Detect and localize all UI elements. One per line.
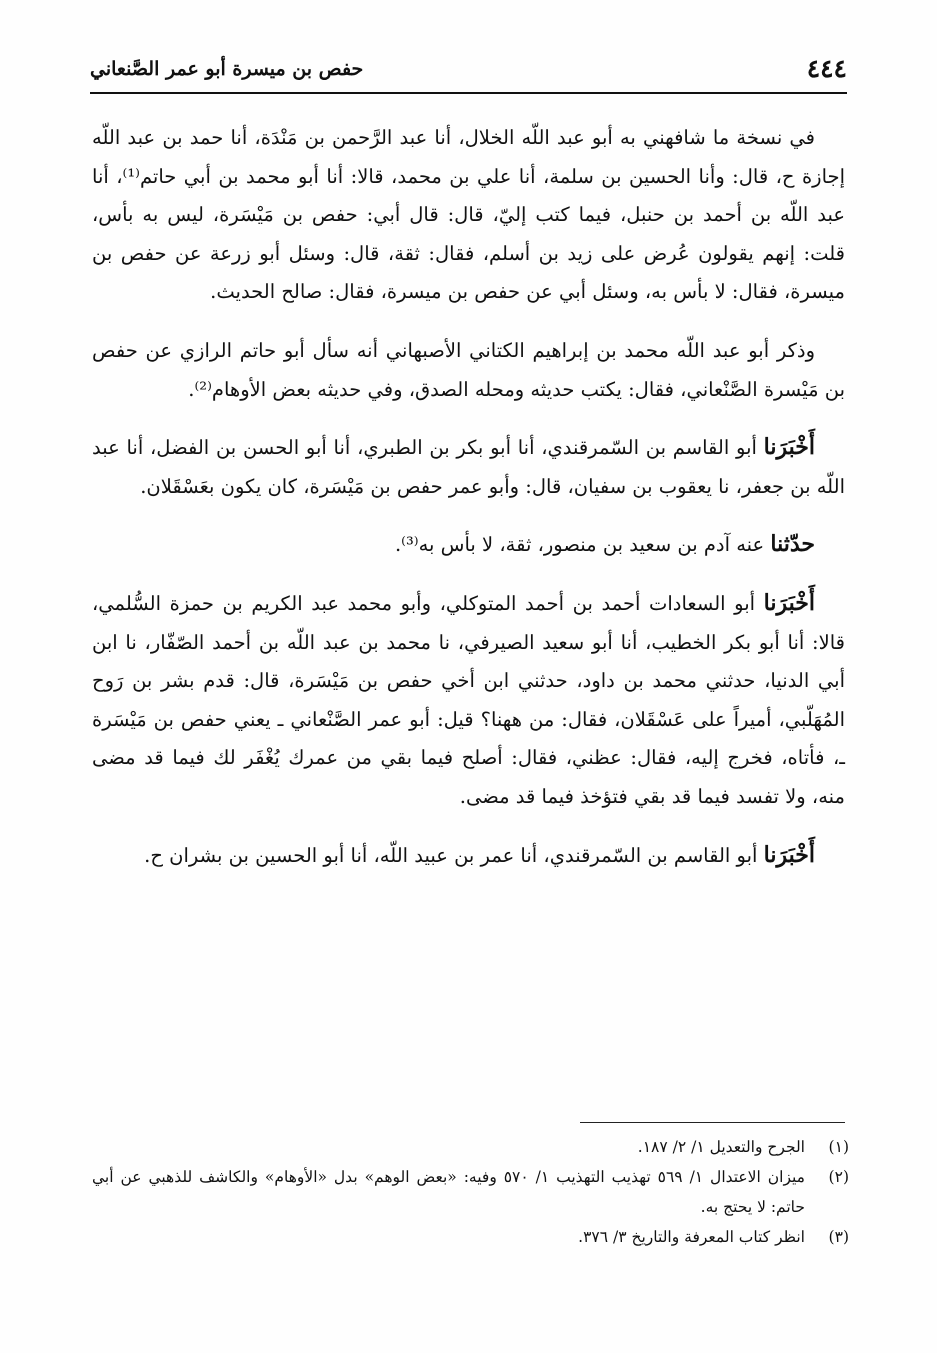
footnote [92,1162,849,1222]
footnote-text: الجرح والتعديل ١/ ٢/ ١٨٧. [637,1138,805,1156]
paragraph-text: في نسخة ما شافهني به أبو عبد اللّه الخلال، أنا عبد الرَّحمن بن مَنْدَة، أنا حمد بن عبد اللّه إجازة ح، قال: وأنا الحسين بن سلمة، أنا علي بن محمد، قالا: أنا أبو محمد بن أبي حاتم⁽¹⁾، أنا عبد اللّه بن أحمد بن حنبل، فيما كتب إليّ، قال: قال أبي: حفص بن مَيْسَرة، ليس به بأس، قلت: إنهم يقولون عُرض على زيد بن أسلم، فقال: ثقة، قال: وسئل أبو زرعة عن حفص بن ميسرة، فقال: لا بأس به، وسئل أبي عن حفص بن ميسرة، فقال: صالح الحديث. [92,126,845,304]
footnote-number: (١) [828,1138,849,1156]
footnote-text: انظر كتاب المعرفة والتاريخ ٣/ ٣٧٦. [578,1228,805,1246]
page-number: ٤٤٤ [806,54,847,83]
paragraph-text: أبو السعادات أحمد بن أحمد المتوكلي، وأبو محمد عبد الكريم بن حمزة السُّلمي، قالا: أنا أبو بكر الخطيب، أنا أبو سعيد الصيرفي، نا محمد بن عبد اللّه بن أحمد الصّفّار، نا ابن أبي الدنيا، حدثني محمد بن داود، حدثني ابن أخي حفص بن مَيْسَرة، قال: قدم بشر بن رَوح المُهَلّبي، أميراً على عَسْقَلان، فقال: من ههنا؟ قيل: أبو عمر الصَّنْعاني ـ يعني حفص بن مَيْسَرة ـ، فأتاه، فخرج إليه، فقال: عظني، فقال: أصلح فيما بقي من عمرك يُغْفَر لك فيما قد مضى منه، ولا تفسد فيما قد بقي فتؤخذ فيما قد مضى. [92,591,845,808]
paragraph-lead: أَخْبَرَنا [763,589,815,616]
paragraph-text: أبو القاسم بن السّمرقندي، أنا أبو بكر بن الطبري، أنا أبو الحسن بن الفضل، أنا عبد اللّه بن جعفر، نا يعقوب بن سفيان، قال: وأبو عمر حفص بن مَيْسَرة، كان يكون بعَسْقَلان. [92,436,845,498]
footnote-number: (٣) [828,1228,849,1246]
paragraph [92,584,845,817]
paragraph-text: وذكر أبو عبد اللّه محمد بن إبراهيم الكتاني الأصبهاني أنه سأل أبو حاتم الرازي عن حفص بن مَيْسرة الصَّنْعاني، فقال: يكتب حديثه ومحله الصدق، وفي حديثه بعض الأوهام⁽²⁾. [92,338,845,401]
footnote-number: (٢) [828,1168,849,1186]
paragraph [92,836,845,876]
paragraph-lead: أَخْبَرَنا [763,434,815,461]
paragraph-text: عنه آدم بن سعيد بن منصور، ثقة، لا بأس به⁽³⁾. [394,533,765,557]
footnotes [92,1132,849,1252]
paragraph [92,118,845,312]
running-title: حفص بن ميسرة أبو عمر الصَّنعاني [90,58,364,80]
paragraph [92,525,845,565]
footnote-text: ميزان الاعتدال ١/ ٥٦٩ تهذيب التهذيب ١/ ٥٧٠ وفيه: «بعض الوهم» بدل «الأوهام» والكاشف للذهبي عن أبي حاتم: لا يحتج به. [92,1168,805,1216]
paragraph [92,428,845,506]
paragraph-lead: أَخْبَرَنا [763,841,815,868]
footnote [92,1222,849,1252]
footnote [92,1132,849,1162]
main-text [92,118,845,894]
page-header [90,52,847,94]
paragraph-text: أبو القاسم بن السّمرقندي، أنا عمر بن عبيد اللّه، أنا أبو الحسين بن بشران ح. [144,843,758,867]
footnote-divider [580,1122,845,1123]
paragraph [92,331,845,409]
paragraph-lead: حدّثنا [770,531,815,558]
